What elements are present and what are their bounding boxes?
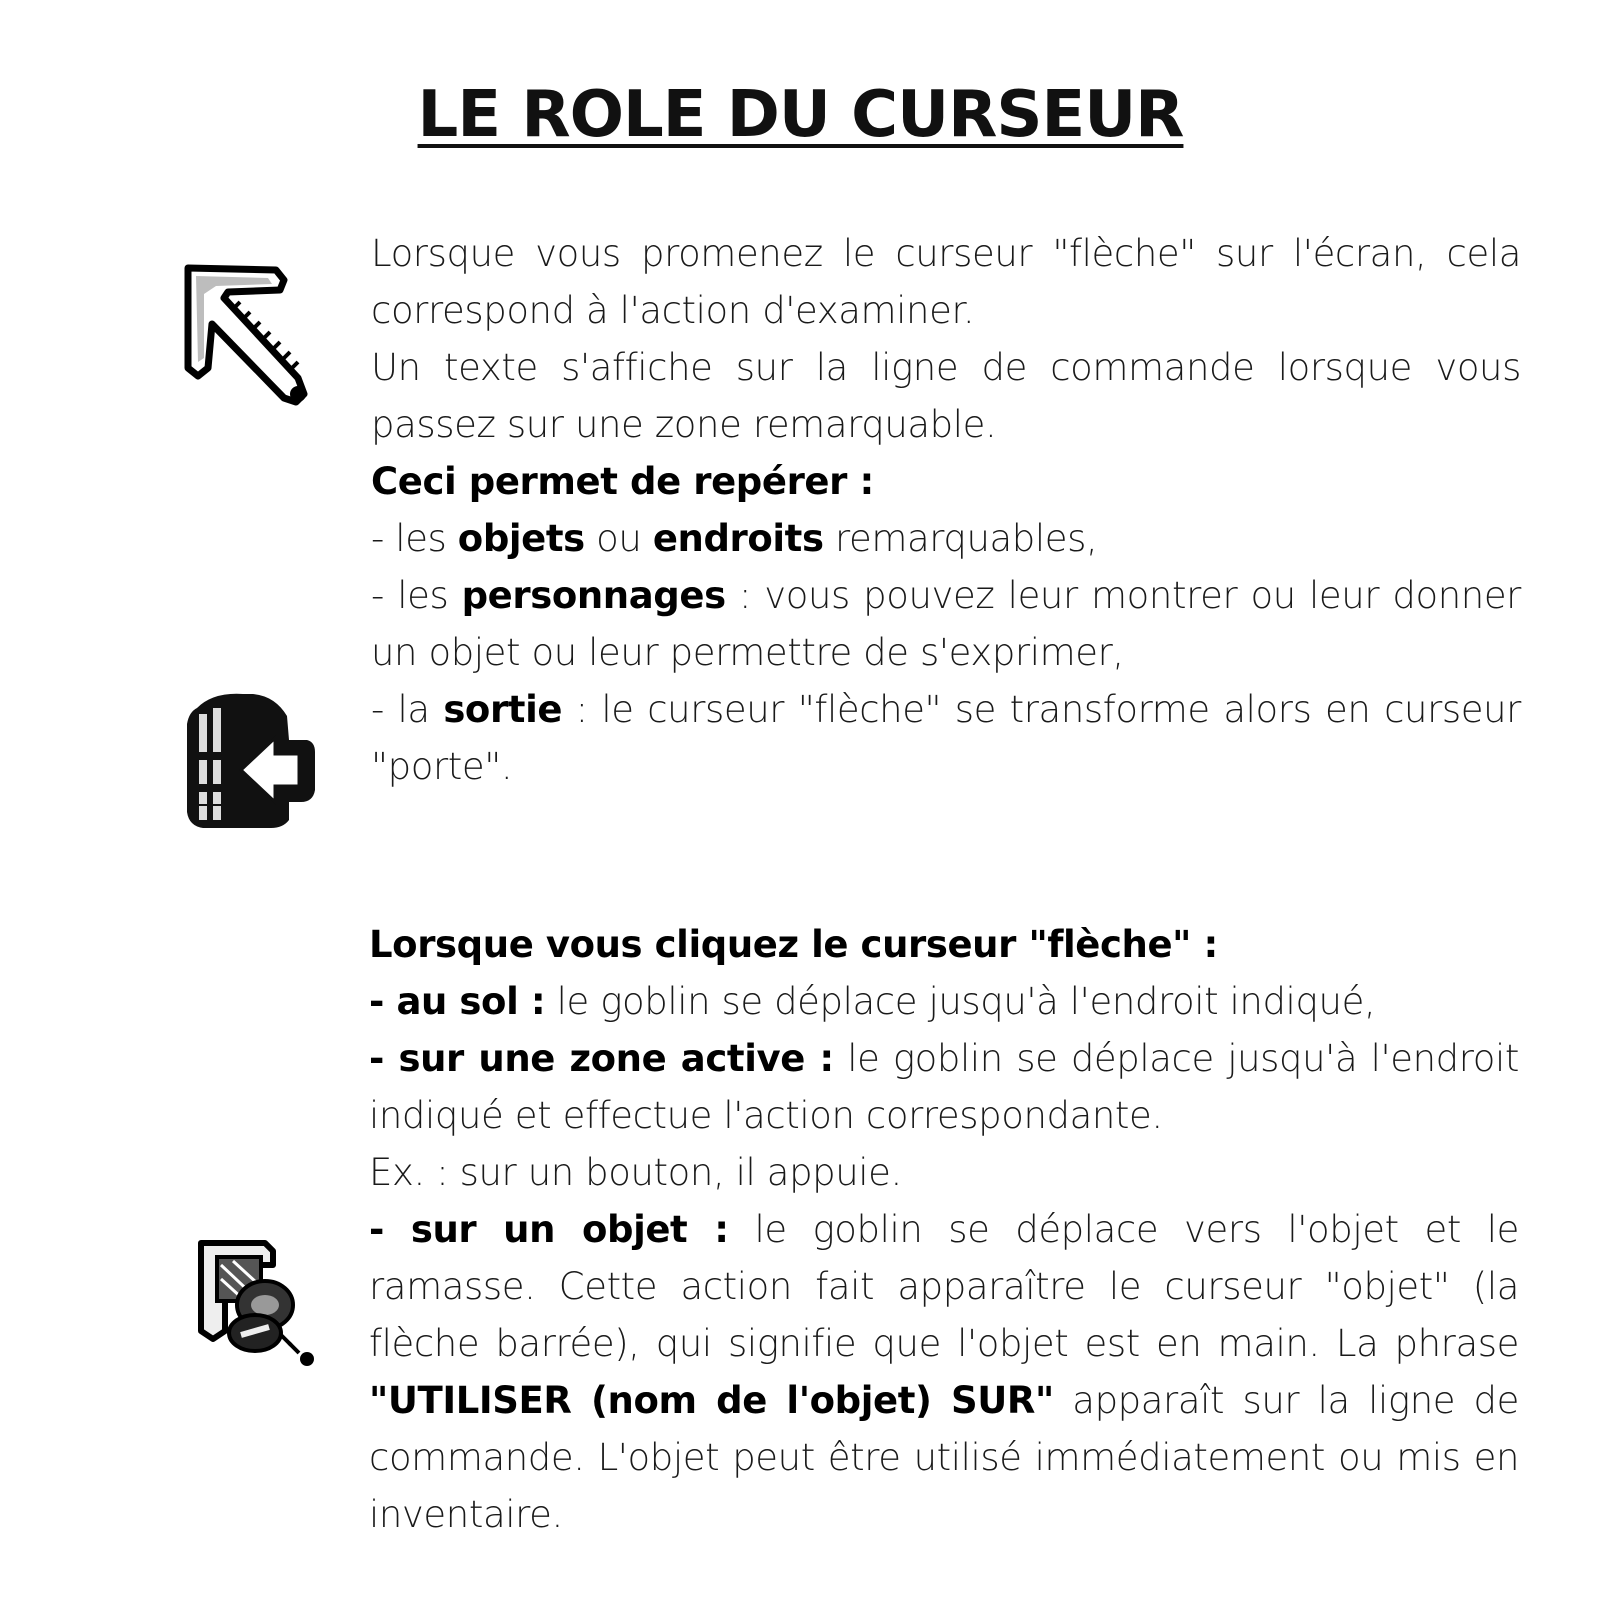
paragraph-hover: Lorsque vous promenez le curseur "flèche" sur l'écran, cela correspond à l'action d'examiner. <box>371 232 1521 332</box>
object-cursor-icon <box>195 1235 325 1370</box>
list-item-au-sol: - au sol : le goblin se déplace jusqu'à l'endroit indiqué, <box>369 980 1376 1023</box>
list-item-objet: - sur un objet : le goblin se déplace vers l'objet et le ramasse. Cette action fait apparaître le curseur "objet" (la flèche barrée), qui signifie que l'objet est en main. La phrase "UTILISER (nom de l'objet) SUR" apparaît sur la ligne de commande. L'objet peut être utilisé immédiatement ou mis en inventaire. <box>369 1208 1519 1536</box>
section-heading-click: Lorsque vous cliquez le curseur "flèche" : <box>369 923 1218 966</box>
list-item-sortie: - la sortie : le curseur "flèche" se transforme alors en curseur "porte". <box>371 688 1521 788</box>
list-item-personnages: - les personnages : vous pouvez leur montrer ou leur donner un objet ou leur permettre de s'exprimer, <box>371 574 1521 674</box>
list-item-zone-active: - sur une zone active : le goblin se déplace jusqu'à l'endroit indiqué et effectue l'action correspondante. <box>369 1037 1519 1137</box>
page-title <box>0 78 1601 152</box>
example-text: Ex. : sur un bouton, il appuie. <box>369 1151 902 1194</box>
door-exit-cursor-icon <box>183 690 318 830</box>
page-title-text: LE ROLE DU CURSEUR <box>417 78 1184 152</box>
paragraph-command-line: Un texte s'affiche sur la ligne de commande lorsque vous passez sur une zone remarquable. <box>371 346 1521 446</box>
section-heading-reperer: Ceci permet de repérer : <box>371 460 874 503</box>
list-item-objets: - les objets ou endroits remarquables, <box>371 517 1098 560</box>
section-hover <box>371 225 1521 795</box>
arrow-cursor-icon <box>180 258 320 408</box>
section-click <box>369 916 1519 1543</box>
